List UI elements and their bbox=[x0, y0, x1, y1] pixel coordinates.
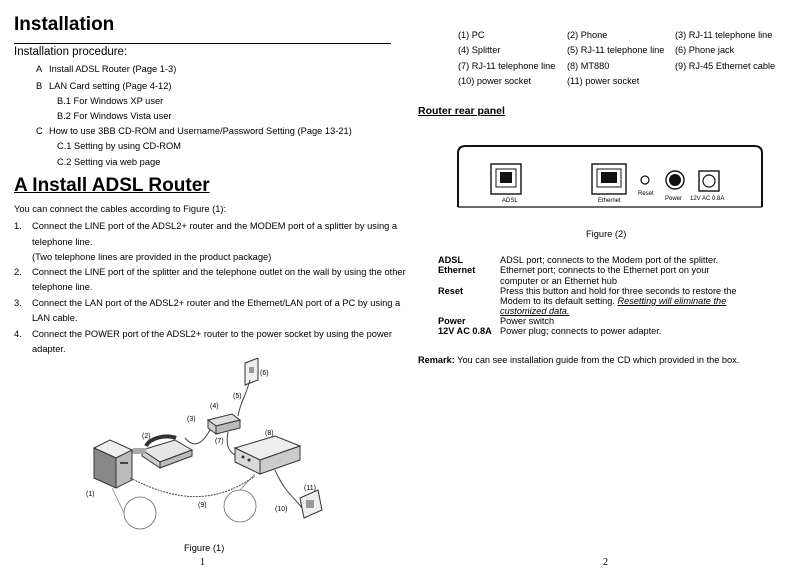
reset-warning: Resetting will eliminate the bbox=[617, 296, 727, 306]
toc-item: Install ADSL Router (Page 1-3) bbox=[49, 64, 177, 74]
toc-item: How to use 3BB CD-ROM and Username/Password Setting (Page 13-21) bbox=[49, 126, 352, 136]
reset-label: Reset bbox=[638, 191, 654, 197]
page-number: 1 bbox=[200, 557, 205, 568]
dc-jack-icon bbox=[699, 171, 719, 191]
legend-item: (3) RJ-11 telephone line bbox=[675, 30, 773, 40]
pc-icon bbox=[94, 440, 132, 488]
step-number: 3. bbox=[14, 298, 22, 308]
legend-item: (10) power socket bbox=[458, 76, 532, 86]
step-line: LAN cable. bbox=[32, 313, 78, 323]
toc-item: C.1 Setting by using CD-ROM bbox=[57, 141, 182, 151]
power-label: Power bbox=[665, 196, 683, 202]
remark-text: You can see installation guide from the CD which provided in the box. bbox=[454, 355, 740, 365]
phone-jack-icon bbox=[245, 358, 258, 385]
page-title: Installation bbox=[14, 14, 115, 35]
port-desc: Power switch bbox=[500, 316, 555, 326]
step-number: 1. bbox=[14, 221, 22, 231]
step-line: (Two telephone lines are provided in the product package) bbox=[32, 252, 272, 262]
rear-panel-diagram bbox=[450, 143, 770, 215]
step-number: 4. bbox=[14, 329, 22, 339]
toc-marker: C bbox=[36, 126, 43, 136]
legend-item: (5) RJ-11 telephone line bbox=[567, 45, 665, 55]
telephone-icon bbox=[131, 436, 192, 468]
reset-button-icon bbox=[641, 176, 649, 184]
step-line: Connect the LINE port of the splitter and the telephone outlet on the wall by using the other bbox=[32, 267, 406, 277]
power-switch-icon bbox=[666, 171, 684, 189]
port-desc: Press this button and hold for three seconds to restore the bbox=[500, 286, 737, 296]
figure-caption: Figure (1) bbox=[184, 543, 225, 553]
toc-item: C.2 Setting via web page bbox=[57, 157, 161, 167]
figure-label: (11) bbox=[304, 485, 316, 492]
remark-label: Remark: bbox=[418, 355, 455, 365]
step-line: telephone line. bbox=[32, 282, 93, 292]
router-icon bbox=[235, 436, 300, 474]
legend-item: (8) MT880 bbox=[567, 61, 610, 71]
legend-item: (1) PC bbox=[458, 30, 485, 40]
page-number: 2 bbox=[603, 557, 608, 568]
figure-label: (2) bbox=[142, 433, 151, 440]
port-term: ADSL bbox=[438, 255, 464, 265]
ethernet-port-icon bbox=[592, 164, 626, 194]
ethernet-label: Ethernet bbox=[598, 198, 621, 204]
section-title: A Install ADSL Router bbox=[14, 175, 210, 196]
port-desc bbox=[500, 296, 726, 306]
connection-diagram bbox=[80, 358, 340, 538]
step-number: 2. bbox=[14, 267, 22, 277]
toc-marker: A bbox=[36, 64, 43, 74]
figure-label: (10) bbox=[275, 506, 288, 513]
dc-label: 12V AC 0.8A bbox=[690, 196, 725, 202]
figure-label: (9) bbox=[198, 502, 207, 509]
figure-label: (4) bbox=[210, 403, 219, 410]
splitter-icon bbox=[208, 414, 240, 434]
title-divider bbox=[14, 43, 391, 44]
toc-marker: B bbox=[36, 81, 43, 91]
figure-label: (3) bbox=[187, 416, 196, 423]
toc-item: LAN Card setting (Page 4-12) bbox=[49, 81, 172, 91]
port-term: Reset bbox=[438, 286, 464, 296]
legend-item: (4) Splitter bbox=[458, 45, 501, 55]
step-line: Connect the LINE port of the ADSL2+ router and the MODEM port of a splitter by using a bbox=[32, 221, 398, 231]
port-term: 12V AC 0.8A bbox=[438, 326, 492, 336]
port-desc: Ethernet port; connects to the Ethernet port on your bbox=[500, 265, 710, 275]
figure-label: (7) bbox=[215, 438, 224, 445]
figure-label: (1) bbox=[86, 491, 95, 498]
port-desc: Power plug; connects to power adapter. bbox=[500, 326, 662, 336]
legend-item: (11) power socket bbox=[567, 76, 640, 86]
legend-item: (7) RJ-11 telephone line bbox=[458, 61, 556, 71]
port-term: Power bbox=[438, 316, 466, 326]
port-term: Ethernet bbox=[438, 265, 476, 275]
procedure-subtitle: Installation procedure: bbox=[14, 46, 128, 58]
remark bbox=[418, 355, 739, 365]
panel-title: Router rear panel bbox=[418, 105, 505, 117]
step-line: Connect the POWER port of the ADSL2+ router to the power socket by using the power bbox=[32, 329, 392, 339]
figure-caption: Figure (2) bbox=[586, 229, 627, 239]
figure-label: (8) bbox=[265, 430, 274, 437]
figure-label: (6) bbox=[260, 370, 269, 377]
figure-label: (5) bbox=[233, 393, 242, 400]
adsl-port-icon bbox=[491, 164, 521, 194]
toc-item: B.2 For Windows Vista user bbox=[57, 111, 172, 121]
port-desc-text: Modem to its default setting. bbox=[500, 296, 618, 306]
intro-text: You can connect the cables according to Figure (1): bbox=[14, 204, 227, 214]
step-line: telephone line. bbox=[32, 237, 93, 247]
adsl-label: ADSL bbox=[502, 198, 518, 204]
reset-warning: customized data. bbox=[500, 306, 570, 316]
step-line: adapter. bbox=[32, 344, 66, 354]
toc-item: B.1 For Windows XP user bbox=[57, 96, 164, 106]
step-line: Connect the LAN port of the ADSL2+ router and the Ethernet/LAN port of a PC by using a bbox=[32, 298, 401, 308]
power-plug-icon bbox=[300, 490, 322, 518]
port-desc: ADSL port; connects to the Modem port of the splitter. bbox=[500, 255, 719, 265]
legend-item: (6) Phone jack bbox=[675, 45, 735, 55]
legend-item: (9) RJ-45 Ethernet cable bbox=[675, 61, 776, 71]
port-desc: computer or an Ethernet hub bbox=[500, 276, 617, 286]
legend-item: (2) Phone bbox=[567, 30, 608, 40]
